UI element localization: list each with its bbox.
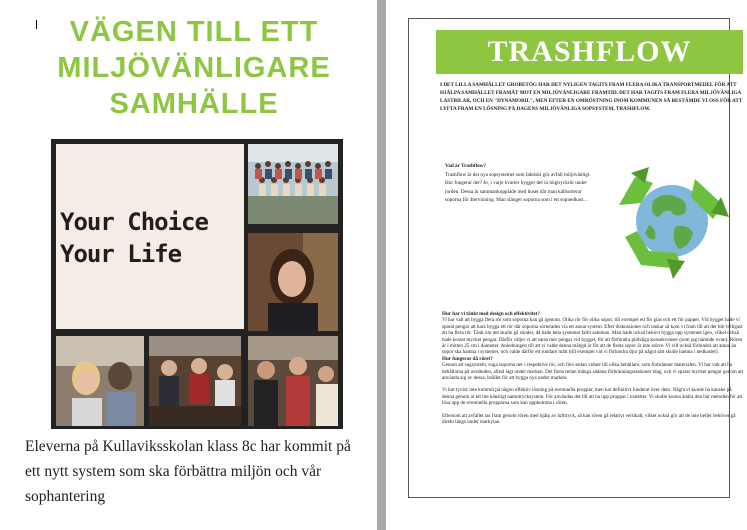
section-heading: Hur har vi tänkt med design och effektivitet?	[442, 311, 540, 317]
students-photo-2	[149, 336, 241, 426]
collage-text: Your Life	[60, 240, 182, 268]
trashflow-banner[interactable]: TRASHFLOW	[436, 30, 743, 74]
section-text: Vi har tyvärr inte kommit på någon effektiv lösning på eventuella proppar, men har definitivt funderat över dem. Några vi kunde ha kanske på denna genom är ett lite känsligt namntrycksystem. För användas det till att ha upp proppar i toaletter. Vi skulle kunna ändra den här metoden för att lösa upp de eventuella propparna som kan uppkomma i rören.	[442, 387, 743, 407]
page-border-frame	[408, 18, 744, 498]
what-is-trashflow-section[interactable]	[445, 162, 595, 205]
section-text: Eftersom att avfallet tas fram genom rören med hjälp av lufttryck, så kan rören gå relativt vertikalt, vilket också gör att de inte heller behöver gå direkt längs under markytan.	[442, 412, 736, 426]
students-photo-3	[248, 336, 338, 426]
section-text: Trashflow är det nya sopsystemet som faktiskt gör avfall miljövänligt. Hur fungerar det? Jo, i varje kvarter bygger det in högtryckrör under jorden. Dessa är sammankopplade med huset där man källsorterar soporna för återvinning. Man slänger soporna som i ett sopnedkast…	[445, 171, 591, 203]
collage-text: Your Choice	[60, 208, 208, 236]
section-text: Vi har valt att bygga flera rör som soporna kan gå igenom. Olika rör för olika sopor, till exempel ett för glas och ett för papper. Vid bygget hade vi sparat pengar att bara bygga ett rör där soporna sorterades via ett annat system. Efter diskussioner och tankar så kom vi fram till att det blir billigast att ha flera rör. Tänk om det skulle gå sönder, då hade hela systemet fallit samman. Man hade också behövt bygga upp systemet igen, vilket också hade kostat mycket pengar. Därför väljer vi att satsa mer pengar vid bygget, för att förhindra plötsliga konsekvenser (som jag nämnde ovan). Rören är i mitten 25 cm i diameter. Anledningen till att vi valde denna mängd är för att de flesta sopor är inte större. Vi vill också förhindra att annat än sopor ska hamna i systemet, och valde därför ett rundare mått (till exempel vid vi förhindra djur på något sätt skulle hamna i nedkastet).	[442, 317, 743, 356]
design-section[interactable]	[442, 311, 744, 432]
caption-text[interactable]: Eleverna på Kullaviksskolan klass 8c har kommit på ett nytt system som ska förbättra miljön och vår sophantering	[25, 438, 351, 505]
your-choice-card	[56, 144, 244, 329]
recycling-globe-icon	[605, 161, 739, 286]
section-heading: Hur fungerar då röret?	[442, 355, 493, 362]
headline-line: VÄGEN TILL ETT	[69, 16, 319, 48]
document-page-2	[386, 0, 747, 530]
page-title[interactable]	[20, 14, 368, 122]
intro-paragraph[interactable]: I DET LILLA SAMHÄLLET GROBETÖG HAR DET NYLIGEN TAGITS FRAM FLERA OLIKA TRANSPORTMEDEL FÖR ATT HJÄLPA SAMHÄLLET FRAMÅT MOT EN MILJÖVÄNLIGARE FRAMTID. DET HAR TAGITS FRAM FLERA MILJÖVÄNLIGA LASTBILAR, OCH EN "DYNAMOBIL", MEN EFTER EN OMRÖSTNING INOM KOMMUNEN SÅ BESTÄMDE VI OSS FÖR ATT LYFTA FRAM EN LÖSNING PÅ DAGENS MILJÖVÄNLIGA SOPSYSTEM, TRASHFLOW.	[440, 82, 743, 112]
headline-line: MILJÖVÄNLIGARE	[57, 52, 331, 84]
students-photo-1	[56, 336, 144, 426]
class-group-photo	[248, 144, 338, 224]
headline-line: SAMHÄLLE	[109, 88, 279, 120]
section-text: Genom att sugsystem, suga soporna ner i respektive rör, och förs sedan vidare till olika behållare, som förbränner materialen. Vi har valt att ha behållarna på avstånden, alltså lagt under marken. Det finns redan många sådana förbränningsstationer idag, och vi sparar mycket pengar genom att använda sig av dessa, istället för att bygga nya under marken.	[442, 362, 744, 382]
photo-collage[interactable]	[51, 139, 343, 429]
section-heading: Vad är Trashflow?	[445, 163, 487, 169]
student-portrait-photo	[248, 233, 338, 331]
